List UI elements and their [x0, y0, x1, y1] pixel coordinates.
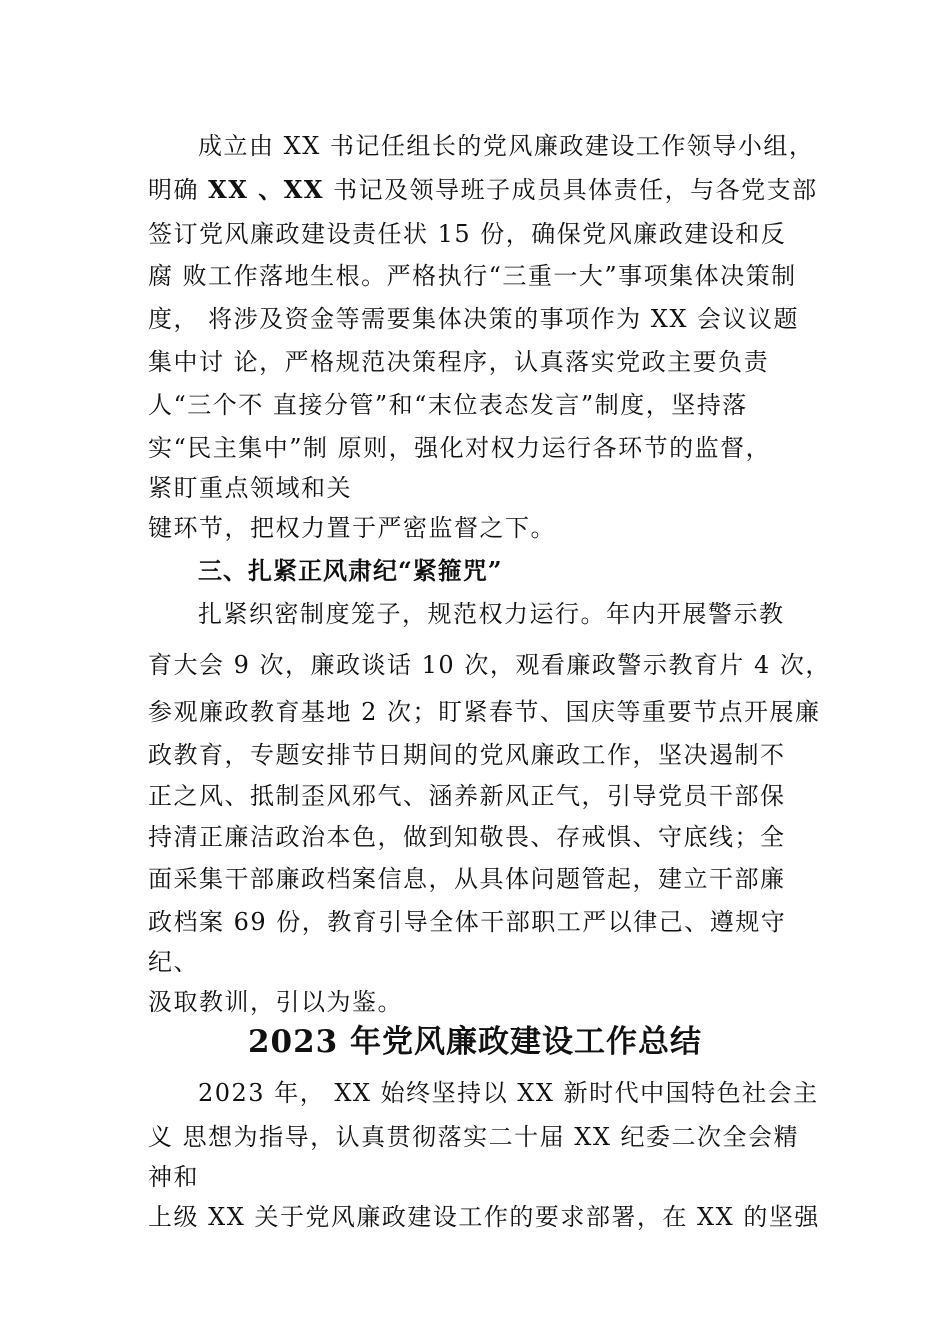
paragraph-line: 签订党风廉政建设责任状 15 份，确保党风廉政建设和反	[148, 220, 787, 248]
paragraph-line: 实“民主集中”制 原则，强化对权力运行各环节的监督，	[148, 434, 772, 462]
text-run: 明确	[148, 176, 209, 204]
paragraph-line: 2023 年， XX 始终坚持以 XX 新时代中国特色社会主	[198, 1079, 819, 1107]
paragraph-line: 神和	[148, 1163, 199, 1191]
text-run: 书记及领导班子成员具体责任，与各党支部	[323, 176, 818, 204]
paragraph-line: 人“三个不 直接分管”和“末位表态发言”制度，坚持落	[148, 391, 748, 419]
paragraph-line: 集中讨 论，严格规范决策程序，认真落实党政主要负责	[148, 348, 770, 376]
paragraph-line	[148, 175, 818, 205]
paragraph-line: 纪、	[148, 948, 199, 976]
paragraph-line: 面采集干部廉政档案信息，从具体问题管起，建立干部廉	[148, 865, 786, 893]
paragraph-line: 正之风、抵制歪风邪气、涵养新风正气，引导党员干部保	[148, 782, 786, 810]
paragraph-line: 成立由 XX 书记任组长的党风廉政建设工作领导小组，	[198, 132, 815, 160]
paragraph-line: 腐 败工作落地生根。严格执行“三重一大”事项集体决策制	[148, 262, 797, 290]
paragraph-line: 政档案 69 份，教育引导全体干部职工严以律己、遵规守	[148, 908, 787, 936]
paragraph-line: 键环节，把权力置于严密监督之下。	[148, 514, 556, 542]
paragraph-line: 紧盯重点领域和关	[148, 474, 352, 502]
paragraph-line: 持清正廉洁政治本色，做到知敬畏、存戒惧、守底线；全	[148, 823, 786, 851]
bold-text-run: XX 、XX	[208, 175, 324, 204]
paragraph-line: 政教育，专题安排节日期间的党风廉政工作，坚决遏制不	[148, 741, 786, 769]
paragraph-line: 汲取教训，引以为鉴。	[148, 988, 403, 1016]
paragraph-line: 扎紧织密制度笼子，规范权力运行。年内开展警示教	[198, 600, 785, 628]
document-title: 2023 年党风廉政建设工作总结	[247, 1024, 703, 1060]
paragraph-line: 义 思想为指导，认真贯彻落实二十届 XX 纪委二次全会精	[148, 1123, 800, 1151]
section-heading: 三、扎紧正风肃纪“紧箍咒”	[198, 556, 503, 585]
paragraph-line: 参观廉政教育基地 2 次；盯紧春节、国庆等重要节点开展廉	[148, 698, 821, 726]
paragraph-line: 育大会 9 次，廉政谈话 10 次，观看廉政警示教育片 4 次，	[148, 651, 831, 679]
paragraph-line: 度， 将涉及资金等需要集体决策的事项作为 XX 会议议题	[148, 305, 800, 333]
paragraph-line: 上级 XX 关于党风廉政建设工作的要求部署，在 XX 的坚强	[148, 1203, 820, 1231]
